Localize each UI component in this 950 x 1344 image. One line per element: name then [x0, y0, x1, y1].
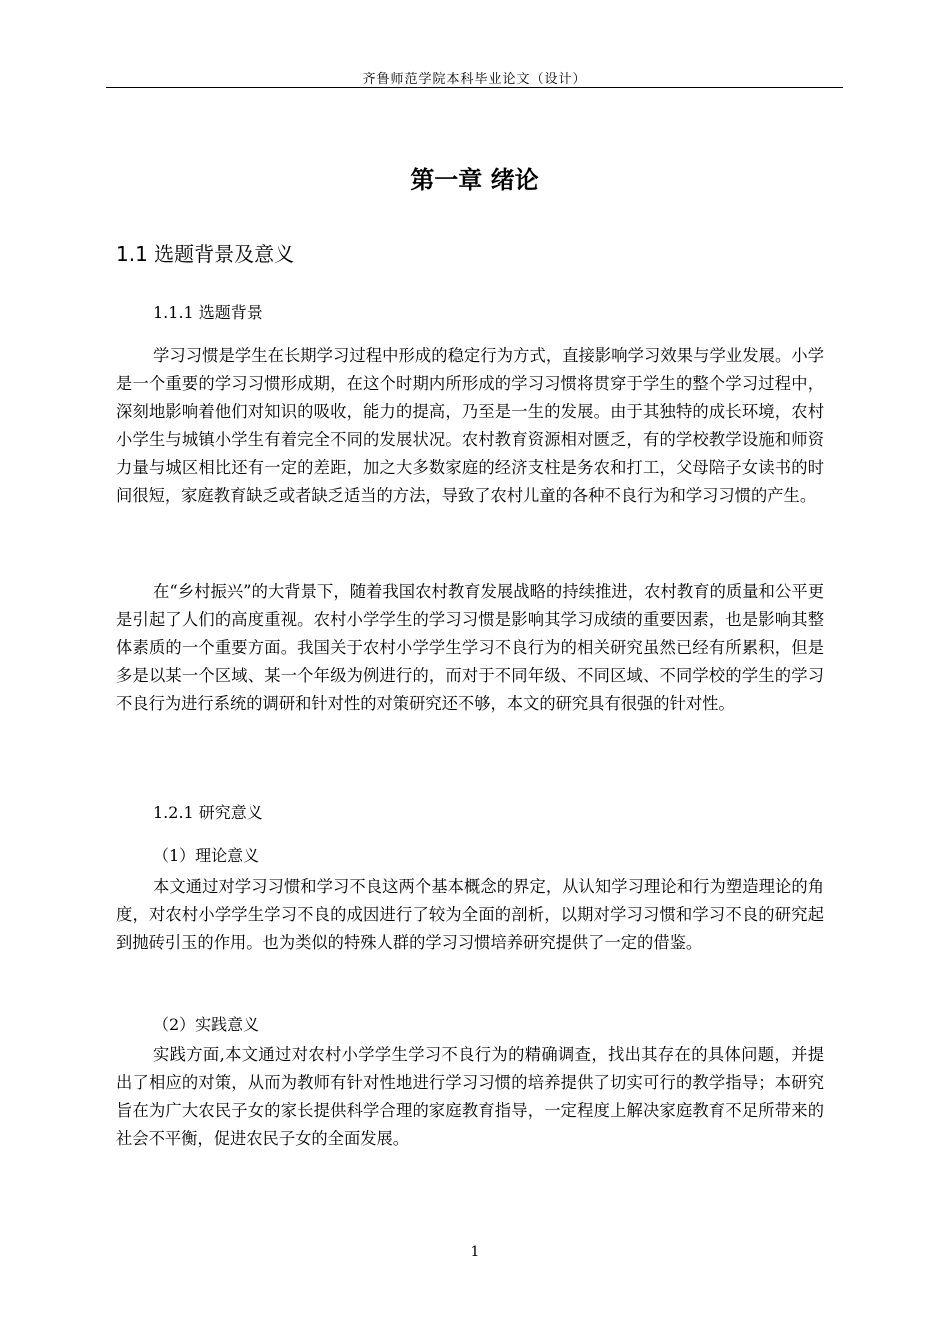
section-title-1-1: 1.1 选题背景及意义: [116, 242, 295, 266]
body-paragraph: 学习习惯是学生在长期学习过程中形成的稳定行为方式，直接影响学习效果与学业发展。小学是一个重要的学习习惯形成期，在这个时期内所形成的学习习惯将贯穿于学生的整个学习过程中，深刻地影响着他们对知识的吸收，能力的提高，乃至是一生的发展。由于其独特的成长环境，农村小学生与城镇小学生有着完全不同的发展状况。农村教育资源相对匮乏，有的学校教学设施和师资力量与城区相比还有一定的差距，加之大多数家庭的经济支柱是务农和打工，父母陪子女读书的时间很短，家庭教育缺乏或者缺乏适当的方法，导致了农村儿童的各种不良行为和学习习惯的产生。: [116, 346, 824, 506]
page-number: 1: [470, 1244, 480, 1260]
practice-significance-label: （2）实践意义: [153, 1015, 260, 1034]
body-paragraph: 实践方面,本文通过对农村小学学生学习不良行为的精确调查，找出其存在的具体问题，并提出了相应的对策，从而为教师有针对性地进行学习习惯的培养提供了切实可行的教学指导；本研究旨在为广大农民子女的家长提供科学合理的家庭教育指导，一定程度上解决家庭教育不足所带来的社会不平衡，促进农民子女的全面发展。: [116, 1045, 824, 1149]
header-rule: [106, 87, 843, 88]
chapter-title: 第一章 绪论: [410, 166, 539, 194]
subsection-title-1-1-1: 1.1.1 选题背景: [153, 303, 263, 322]
page-header: 齐鲁师范学院本科毕业论文（设计）: [362, 72, 587, 87]
body-paragraph: 在“乡村振兴”的大背景下，随着我国农村教育发展战略的持续推进，农村教育的质量和公平更是引起了人们的高度重视。农村小学学生的学习习惯是影响其学习成绩的重要因素，也是影响其整体素质的一个重要方面。我国关于农村小学学生学习不良行为的相关研究虽然已经有所累积，但是多是以某一个区域、某一个年级为例进行的，而对于不同年级、不同区域、不同学校的学生的学习不良行为进行系统的调研和针对性的对策研究还不够，本文的研究具有很强的针对性。: [116, 582, 824, 714]
body-paragraph: 本文通过对学习习惯和学习不良这两个基本概念的界定，从认知学习理论和行为塑造理论的角度，对农村小学学生学习不良的成因进行了较为全面的剖析，以期对学习习惯和学习不良的研究起到抛砖引玉的作用。也为类似的特殊人群的学习习惯培养研究提供了一定的借鉴。: [116, 877, 824, 953]
subsection-title-1-2-1: 1.2.1 研究意义: [153, 803, 263, 822]
theory-significance-label: （1）理论意义: [153, 846, 260, 865]
